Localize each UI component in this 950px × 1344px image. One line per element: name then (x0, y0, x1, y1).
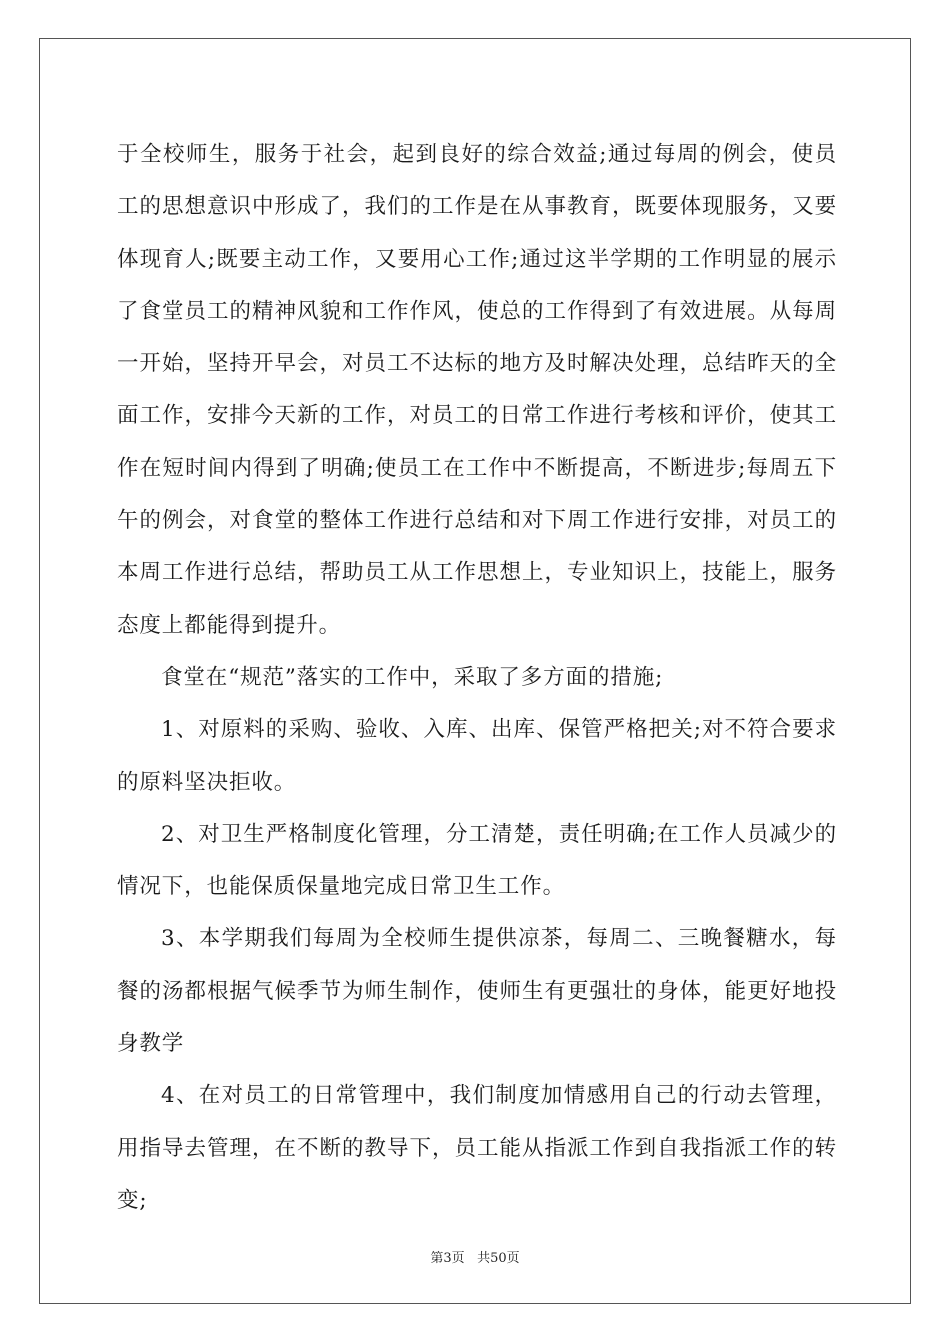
page-number: 第3页 (430, 1251, 465, 1266)
document-body (117, 129, 837, 1227)
page-footer (0, 1247, 950, 1266)
page-total: 共50页 (477, 1251, 520, 1266)
paragraph-item-3: 3、本学期我们每周为全校师生提供凉茶，每周二、三晚餐糖水，每餐的汤都根据气候季节为师生制作，使师生有更强壮的身体，能更好地投身教学 (117, 926, 837, 1057)
paragraph-item-4: 4、在对员工的日常管理中，我们制度加情感用自己的行动去管理，用指导去管理，在不断的教导下，员工能从指派工作到自我指派工作的转变; (117, 1083, 837, 1213)
paragraph-item-2: 2、对卫生严格制度化管理，分工清楚，责任明确;在工作人员减少的情况下，也能保质保量地完成日常卫生工作。 (117, 821, 837, 900)
paragraph-measures-intro: 食堂在“规范”落实的工作中，采取了多方面的措施; (161, 664, 664, 690)
footer-gap (465, 1251, 477, 1266)
paragraph-continuation: 于全校师生，服务于社会，起到良好的综合效益;通过每周的例会，使员工的思想意识中形成了，我们的工作是在从事教育，既要体现服务，又要体现育人;既要主动工作，又要用心工作;通过这半学期的工作明显的展示了食堂员工的精神风貌和工作作风，使总的工作得到了有效进展。从每周一开始，坚持开早会，对员工不达标的地方及时解决处理，总结昨天的全面工作，安排今天新的工作，对员工的日常工作进行考核和评价，使其工作在短时间内得到了明确;使员工在工作中不断提高，不断进步;每周五下午的例会，对食堂的整体工作进行总结和对下周工作进行安排，对员工的本周工作进行总结，帮助员工从工作思想上，专业知识上，技能上，服务态度上都能得到提升。 (117, 142, 837, 638)
paragraph-item-1: 1、对原料的采购、验收、入库、出库、保管严格把关;对不符合要求的原料坚决拒收。 (117, 717, 837, 795)
